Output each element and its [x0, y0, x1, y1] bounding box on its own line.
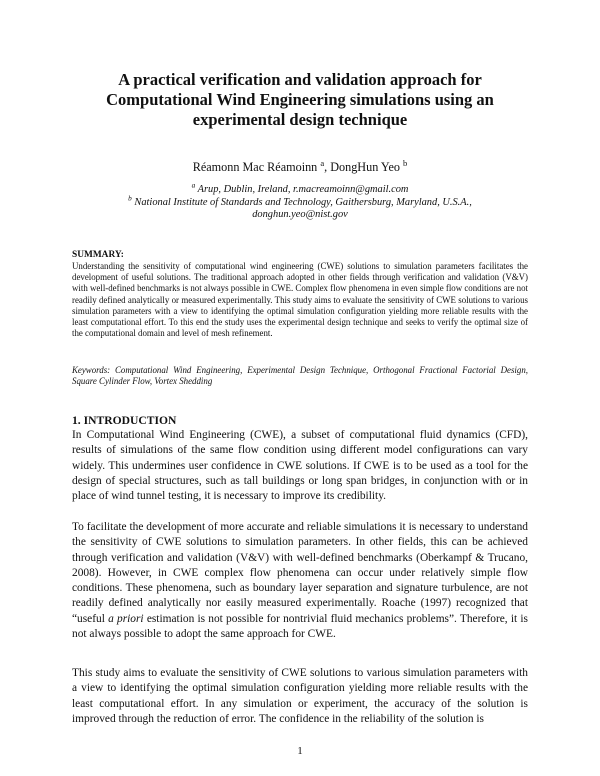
affiliation-marker: b	[128, 194, 132, 203]
body-paragraph	[72, 520, 528, 642]
affiliation-marker: a	[191, 181, 196, 190]
paragraph-text: estimation is not possible for nontrivial fluid mechanics problems”. Therefore, it is not always possible to adopt the same approach for CWE.	[72, 612, 528, 641]
author-name: DongHun Yeo	[330, 160, 400, 174]
summary-heading: SUMMARY:	[72, 250, 124, 260]
body-paragraph: This study aims to evaluate the sensitivity of CWE solutions to various simulation parameters with a view to identifying the optimal simulation configuration yielding more reliable results with the least computational effort. In any simulation or experiment, the accuracy of the solution is improved through the reduction of error. The confidence in the reliability of the solution is	[72, 667, 528, 725]
affiliation-b-email: donghun.yeo@nist.gov	[252, 209, 348, 221]
keywords: Keywords: Computational Wind Engineering, Experimental Design Technique, Orthogonal Fractional Factorial Design, Square Cylinder Flow, Vortex Shedding	[72, 365, 528, 387]
author-list	[60, 157, 540, 175]
paper-title	[60, 70, 540, 130]
affiliation-list	[60, 181, 540, 222]
title-line-3: experimental design technique	[192, 110, 408, 129]
affiliation-b	[60, 194, 540, 210]
page-number: 1	[297, 745, 303, 757]
author-name: Réamonn Mac Réamoinn	[192, 160, 318, 174]
affiliation-text: Arup, Dublin, Ireland, r.macreamoinn@gmail.com	[197, 184, 409, 195]
body-paragraph: In Computational Wind Engineering (CWE), a subset of computational fluid dynamics (CFD), results of simulations of the same flow condition using different model configurations can vary widely. This undermines user confidence in CWE solutions. If CWE is to be used as a tool for the design of special structures, such as tall buildings or long span bridges, in conjunction with or in place of wind tunnel testing, it is necessary to improve its credibility.	[72, 429, 528, 503]
paragraph-text: To facilitate the development of more accurate and reliable simulations it is necessary to understand the sensitivity of CWE solutions to simulation parameters. In other fields, this can be achieved through verification and validation (V&V) with well-defined benchmarks (Oberkampf & Trucano, 2008). However, in CWE complex flow phenomena can occur under relatively simple flow conditions. These phenomena, such as boundary layer separation and signature turbulence, are not readily defined analytically nor easily measured experimentally. Roache (1997) recognized that “useful	[72, 521, 528, 625]
section-heading: 1. INTRODUCTION	[72, 414, 177, 427]
italic-term: a priori	[108, 612, 144, 625]
title-line-2: Computational Wind Engineering simulations using an	[106, 90, 494, 109]
author-separator: ,	[324, 160, 331, 174]
title-line-1: A practical verification and validation approach for	[118, 70, 482, 89]
affiliation-marker: a	[320, 157, 325, 168]
affiliation-a	[60, 181, 540, 197]
affiliation-text: National Institute of Standards and Technology, Gaithersburg, Maryland, U.S.A.,	[134, 196, 472, 208]
summary-text: Understanding the sensitivity of computational wind engineering (CWE) solutions to simulation parameters facilitates the development of useful solutions. The traditional approach adopted in other fields through verification and validation (V&V) with well-defined benchmarks is not always possible in CWE. Complex flow phenomena in even simple flow conditions are not readily defined analytically or measured experimentally. This study aims to evaluate the sensitivity of CWE solutions to various simulation parameters with a view to identifying the optimal simulation configuration yielding more reliable results with the least computational effort. To this end the study uses the experimental design technique and seeks to verify the optimal size of the computational domain and level of mesh refinement.	[72, 261, 528, 339]
affiliation-marker: b	[403, 157, 408, 168]
